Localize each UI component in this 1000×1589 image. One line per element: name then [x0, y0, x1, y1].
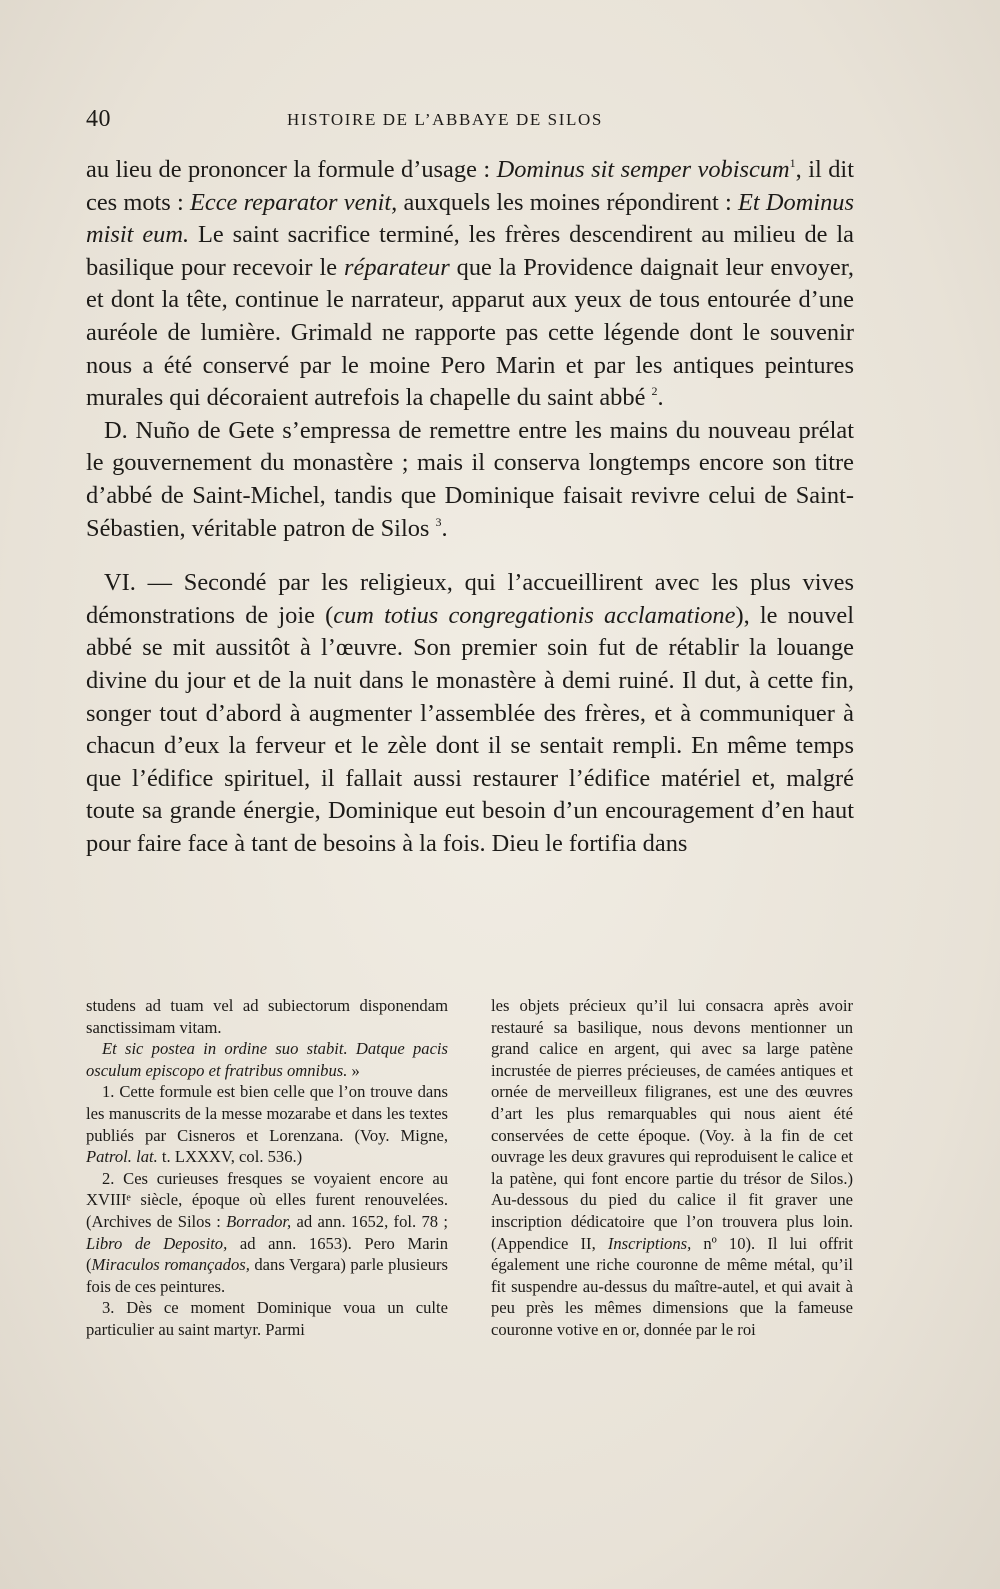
citation-title: Miraculos romançados,	[91, 1255, 250, 1275]
latin-quote: Et sic postea in ordine suo stabit. Datque pacis osculum episcopo et fratribus omnibus.	[86, 1039, 448, 1080]
text-run: au lieu de prononcer la formule d’usage :	[86, 156, 497, 183]
citation-title: Patrol. lat.	[86, 1147, 158, 1167]
footnote-1	[86, 1081, 448, 1167]
main-text	[86, 154, 854, 860]
paragraph-section-vi	[86, 567, 854, 860]
text-run: »	[347, 1060, 360, 1080]
page-number: 40	[86, 106, 111, 132]
text-run: D. Nuño de Gete s’empressa de remettre entre les mains du nouveau prélat le gouvernement du monastère ; mais il conserva longtemps encore son titre d’abbé de Saint-Michel, tandis que Dominique faisait revivre celui de Saint-Sébastien, véritable patron de Silos	[86, 416, 854, 542]
text-run: , il dit ces mots :	[86, 156, 854, 216]
footnote-ref: 2	[651, 384, 658, 399]
text-run: que la Providence daignait leur envoyer, et dont la tête, continue le narrateur, apparut aux yeux de tous entourée d’une auréole de lumière. Grimald ne rapporte pas cette légende dont le souvenir nous a été conservé par le moine Pero Marin et par les antiques peintures murales qui décoraient autrefois la chapelle du saint abbé	[86, 253, 854, 412]
text-run: nº 10). Il lui offrit également une riche couronne de même métal, qu’il fit suspendre au-dessus du maître-autel, et qui avait à peu près les mêmes dimensions que la fameuse couronne votive en or, donnée par le roi	[491, 1233, 853, 1339]
citation-title: Borrador,	[226, 1211, 292, 1231]
latin-phrase: Ecce reparator venit,	[190, 188, 398, 216]
page-header	[86, 106, 856, 136]
latin-phrase: cum totius congregationis acclamatione	[333, 601, 736, 629]
text-run: .	[441, 514, 448, 542]
text-run: t. LXXXV, col. 536.)	[157, 1147, 303, 1167]
footnotes-left-column	[86, 995, 448, 1341]
latin-phrase: Dominus sit semper vobiscum	[496, 156, 790, 183]
paragraph-2	[86, 415, 854, 545]
text-run: ad ann. 1653). Pero Marin (	[86, 1233, 448, 1275]
text-run: dans Vergara) parle plusieurs fois de ces peintures.	[86, 1255, 448, 1296]
text-run: .	[657, 384, 664, 412]
footnote-ref: 1	[789, 156, 796, 170]
footnote-2	[86, 1168, 448, 1298]
running-title: HISTOIRE DE L’ABBAYE DE SILOS	[287, 110, 603, 129]
footnote-continuation: studens ad tuam vel ad subiectorum disponendam sanctissimam vitam.	[86, 996, 448, 1037]
footnote-3: 3. Dès ce moment Dominique voua un culte particulier au saint martyr. Parmi	[86, 1298, 448, 1339]
footnote-3-continuation	[491, 995, 853, 1341]
text-run: ), le nouvel abbé se mit aussitôt à l’œuvre. Son premier soin fut de rétablir la louange divine du jour et de la nuit dans le monastère à demi ruiné. Il dut, à cette fin, songer tout d’abord à augmenter l’assemblée des frères, et à communiquer à chacun d’eux la ferveur et le zèle dont il se sentait rempli. En même temps que l’édifice spirituel, il fallait aussi restaurer l’édifice matériel et, malgré toute sa grande énergie, Dominique eut besoin d’un encouragement d’en haut pour faire face à tant de besoins à la fois. Dieu le fortifia dans	[86, 601, 854, 857]
paragraph-1	[86, 154, 854, 415]
text-run: ad ann. 1652, fol. 78 ;	[291, 1211, 448, 1231]
text-run: 1. Cette formule est bien celle que l’on trouve dans les manuscrits de la messe mozarabe et dans les textes publiés par Cisneros et Lorenzana. (Voy. Migne,	[86, 1082, 448, 1145]
footnote-quote	[86, 1038, 448, 1081]
text-run: VI. — Secondé par les religieux, qui l’accueillirent avec les plus vives démonstrations de joie (	[86, 569, 854, 629]
text-run: 2. Ces curieuses fresques se voyaient encore au XVIIIᵉ siècle, époque où elles furent renouvelées. (Archives de Silos :	[86, 1168, 448, 1231]
citation-title: Inscriptions,	[607, 1233, 692, 1253]
text-run: les objets précieux qu’il lui consacra après avoir restauré sa basilique, nous devons mentionner un grand calice en argent, qui avec sa large patène incrustée de pierres précieuses, de camées antiques et ornée de merveilleux filigranes, est une des œuvres d’art les plus remarquables qui nous aient été conservées de cette époque. (Voy. à la fin de cet ouvrage les deux gravures qui reproduisent le calice et la patène, qui font encore partie du trésor de Silos.) Au-dessous du pied du calice il fit graver une inscription dédicatoire que l’on trouvera plus loin. (Appendice II,	[491, 996, 853, 1253]
text-run: Le saint sacrifice terminé, les frères descendirent au milieu de la basilique pour recevoir le	[86, 221, 854, 281]
latin-phrase: Et Dominus misit eum.	[86, 188, 854, 249]
text-run: auxquels les moines répondirent :	[397, 188, 739, 216]
footnote-ref: 3	[435, 514, 442, 529]
footnotes-right-column	[491, 995, 853, 1341]
citation-title: Libro de Deposito,	[86, 1233, 228, 1253]
emphasis: réparateur	[344, 253, 450, 281]
